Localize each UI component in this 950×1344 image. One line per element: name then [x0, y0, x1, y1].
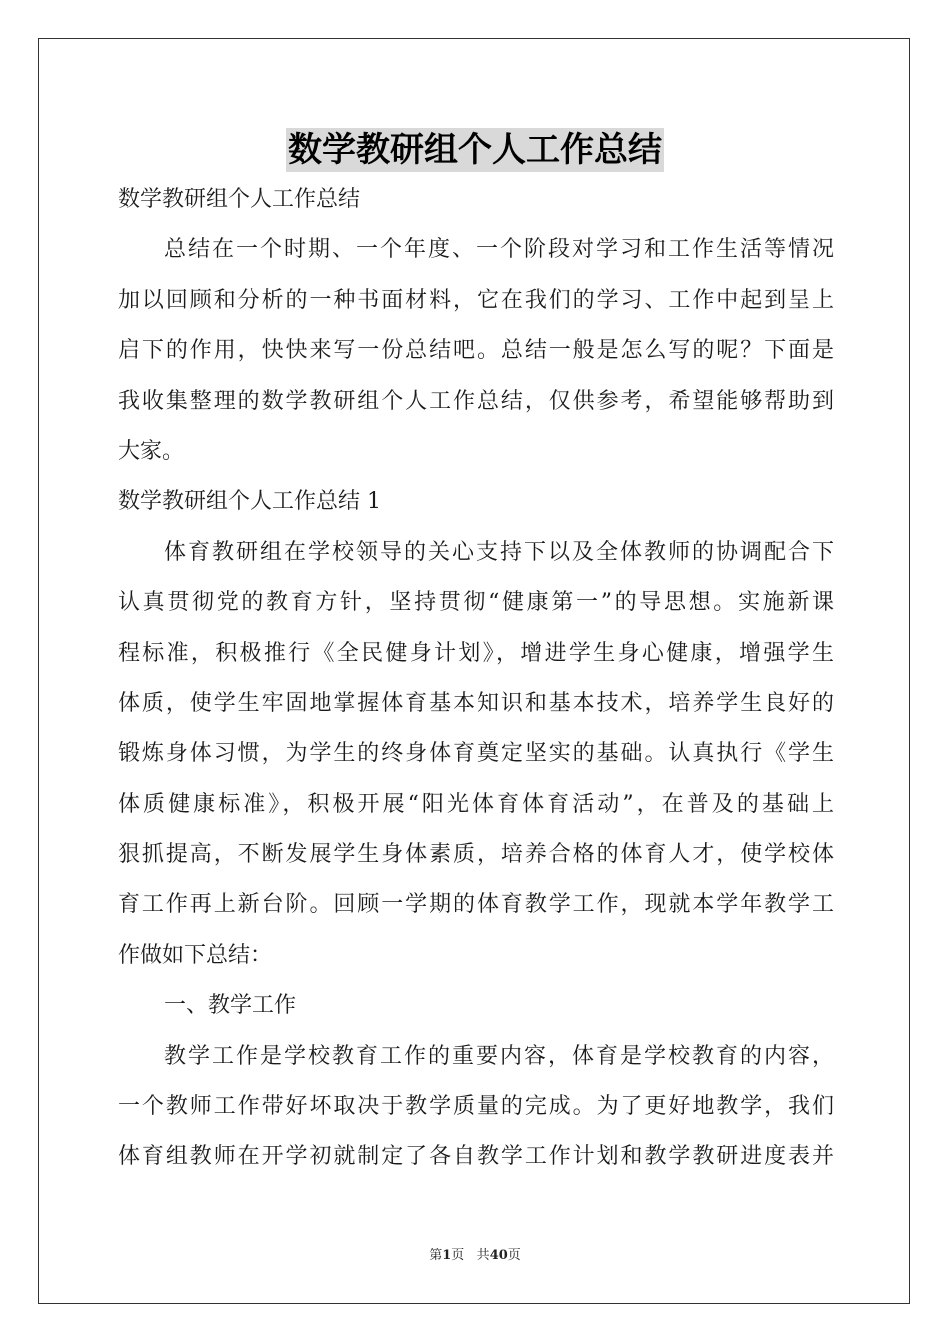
body-line: 启下的作用，快快来写一份总结吧。总结一般是怎么写的呢？下面是 — [118, 338, 834, 364]
current-page-number: 1 — [442, 1248, 452, 1263]
body-line: 育工作再上新台阶。回顾一学期的体育教学工作，现就本学年教学工 — [118, 892, 834, 918]
body-line: 狠抓提高，不断发展学生身体素质，培养合格的体育人才，使学校体 — [118, 842, 834, 868]
body-line: 体质健康标准》，积极开展“阳光体育体育活动”，在普及的基础上 — [118, 791, 834, 817]
total-page-count: 40 — [489, 1248, 508, 1263]
body-line: 作做如下总结： — [118, 942, 273, 968]
body-line: 认真贯彻党的教育方针，坚持贯彻“健康第一”的导思想。实施新课 — [118, 590, 834, 616]
page-suffix: 页 — [451, 1248, 465, 1263]
page-prefix: 第 — [429, 1248, 443, 1263]
body-line: 大家。 — [118, 438, 185, 464]
page-footer — [0, 1244, 950, 1263]
body-line: 数学教研组个人工作总结 1 — [118, 489, 381, 515]
body-line: 我收集整理的数学教研组个人工作总结，仅供参考，希望能够帮助到 — [118, 388, 834, 414]
body-line: 一、教学工作 — [164, 993, 297, 1019]
body-line: 体育教研组在学校领导的关心支持下以及全体教师的协调配合下 — [164, 539, 834, 565]
total-prefix: 共 — [476, 1248, 490, 1263]
document-body — [118, 175, 834, 1183]
body-line: 总结在一个时期、一个年度、一个阶段对学习和工作生活等情况 — [164, 237, 834, 263]
body-line: 体质，使学生牢固地掌握体育基本知识和基本技术，培养学生良好的 — [118, 690, 834, 716]
total-suffix: 页 — [507, 1248, 521, 1263]
body-line: 加以回顾和分析的一种书面材料，它在我们的学习、工作中起到呈上 — [118, 287, 834, 313]
body-line: 一个教师工作带好坏取决于教学质量的完成。为了更好地教学，我们 — [118, 1094, 834, 1120]
body-line: 程标准，积极推行《全民健身计划》，增进学生身心健康，增强学生 — [118, 640, 834, 666]
body-line: 教学工作是学校教育工作的重要内容，体育是学校教育的内容， — [164, 1043, 834, 1069]
body-line: 锻炼身体习惯，为学生的终身体育奠定坚实的基础。认真执行《学生 — [118, 741, 834, 767]
body-line: 体育组教师在开学初就制定了各自教学工作计划和教学教研进度表并 — [118, 1144, 834, 1170]
document-title: 数学教研组个人工作总结 — [288, 130, 662, 170]
title-container — [0, 128, 950, 172]
body-line: 数学教研组个人工作总结 — [118, 187, 361, 212]
